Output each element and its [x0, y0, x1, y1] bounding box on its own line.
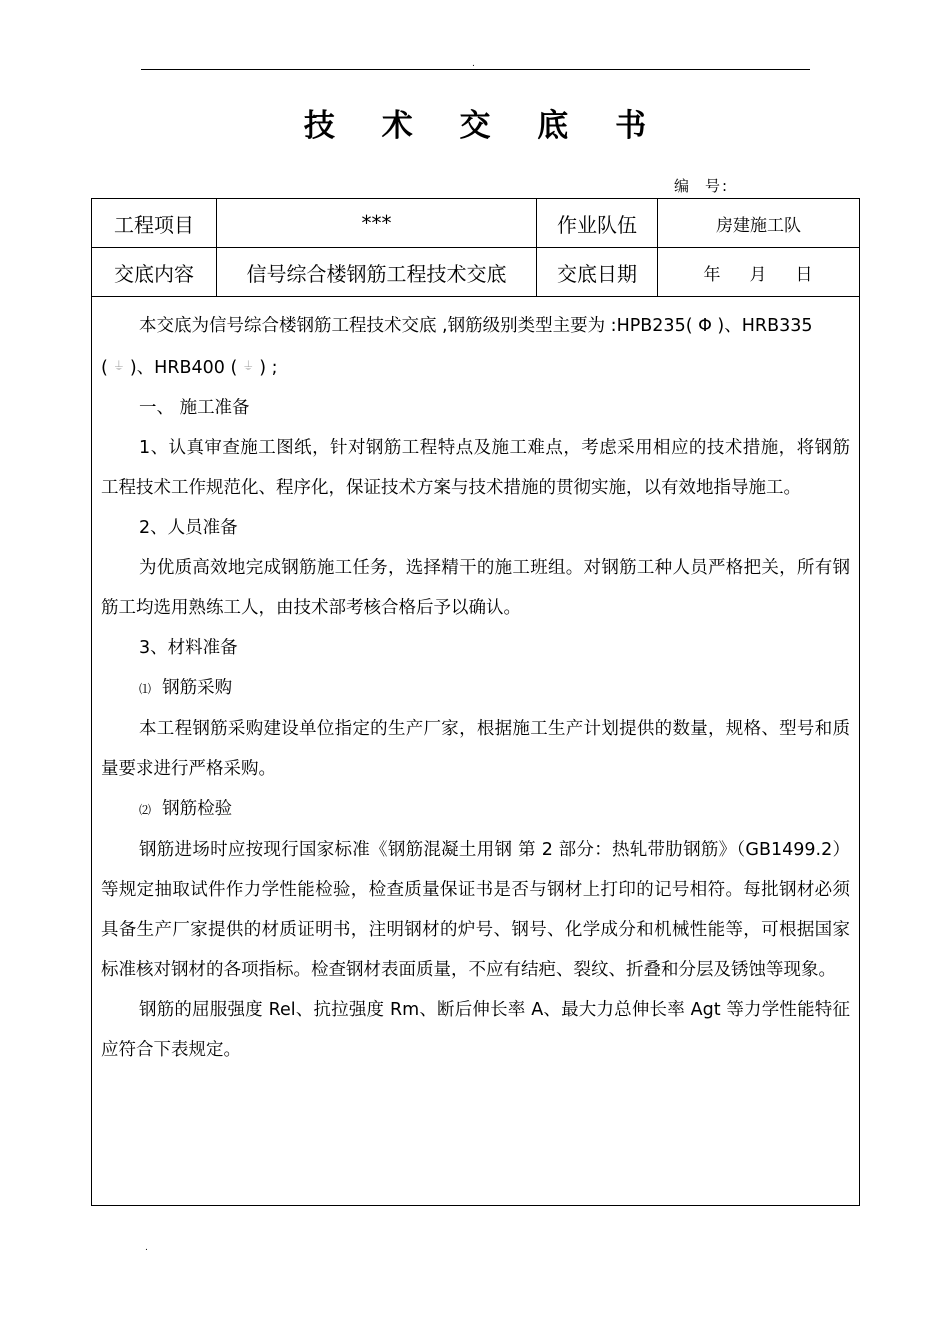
team-value: 房建施工队 — [716, 215, 801, 236]
serial-colon: : — [722, 177, 730, 195]
section-heading-materials: 3、材料准备 — [139, 638, 238, 658]
section-heading-preparation: 一、 施工准备 — [139, 398, 250, 418]
intro-paragraph: 本交底为信号综合楼钢筋工程技术交底 ,钢筋级别类型主要为 :HPB235( Φ )、HRB335 — [139, 316, 813, 336]
date-day: 日 — [795, 264, 814, 285]
disclosure-body — [92, 297, 859, 1070]
paragraph-procurement: 本工程钢筋采购建设单位指定的生产厂家，根据施工生产计划提供的数量，规格、型号和质量要求进行严格采购。 — [101, 719, 850, 779]
content-label: 交底内容 — [92, 248, 217, 296]
date-year: 年 — [703, 264, 722, 285]
hrb400-symbol-icon: ⏚ — [242, 359, 255, 373]
table-row-project — [92, 199, 859, 248]
section-heading-personnel: 2、人员准备 — [139, 518, 238, 538]
serial-label-part1: 编 — [674, 177, 692, 195]
paragraph-drawing-review: 1、认真审查施工图纸，针对钢筋工程特点及施工难点，考虑采用相应的技术措施，将钢筋工程技术工作规范化、程序化，保证技术方案与技术措施的贯彻实施，以有效地指导施工。 — [101, 438, 850, 498]
paragraph-inspection: 钢筋进场时应按现行国家标准《钢筋混凝土用钢 第 2 部分：热轧带肋钢筋》（GB1499.2）等规定抽取试件作力学性能检验，检查质量保证书是否与钢材上打印的记号相符。每批钢材必须具备生产厂家提供的材质证明书，注明钢材的炉号、钢号、化学成分和机械性能等，可根据国家标准核对钢材的各项指标。检查钢材表面质量，不应有结疤、裂纹、折叠和分层及锈蚀等现象。 — [101, 840, 850, 980]
top-rule — [141, 69, 810, 70]
project-label: 工程项目 — [92, 199, 217, 247]
date-month: 月 — [749, 264, 768, 285]
table-row-content — [92, 248, 859, 297]
intro-paragraph-cont: ( ⏚ )、HRB400 ( ⏚ ) ; — [101, 346, 850, 388]
project-value: *** — [217, 199, 537, 247]
hrb335-symbol-icon: ⏚ — [112, 359, 125, 373]
top-mark: . — [472, 59, 475, 69]
serial-label-part2: 号 — [705, 177, 723, 195]
team-label: 作业队伍 — [537, 199, 658, 247]
paragraph-personnel: 为优质高效地完成钢筋施工任务，选择精干的施工班组。对钢筋工种人员严格把关，所有钢筋工均选用熟练工人，由技术部考核合格后予以确认。 — [101, 558, 850, 618]
subheading-inspection: ⑵ 钢筋检验 — [139, 799, 233, 819]
paragraph-mechanical-properties: 钢筋的屈服强度 Rel、抗拉强度 Rm、断后伸长率 A、最大力总伸长率 Agt 等力学性能特征应符合下表规定。 — [101, 1000, 850, 1060]
date-label: 交底日期 — [537, 248, 658, 296]
content-value: 信号综合楼钢筋工程技术交底 — [217, 248, 537, 296]
date-value — [658, 248, 859, 296]
disclosure-table — [91, 198, 860, 1206]
bottom-mark: . — [145, 1243, 148, 1253]
serial-number-label — [674, 176, 729, 196]
subheading-procurement: ⑴ 钢筋采购 — [139, 678, 233, 698]
document-title: 技 术 交 底 书 — [303, 108, 665, 144]
